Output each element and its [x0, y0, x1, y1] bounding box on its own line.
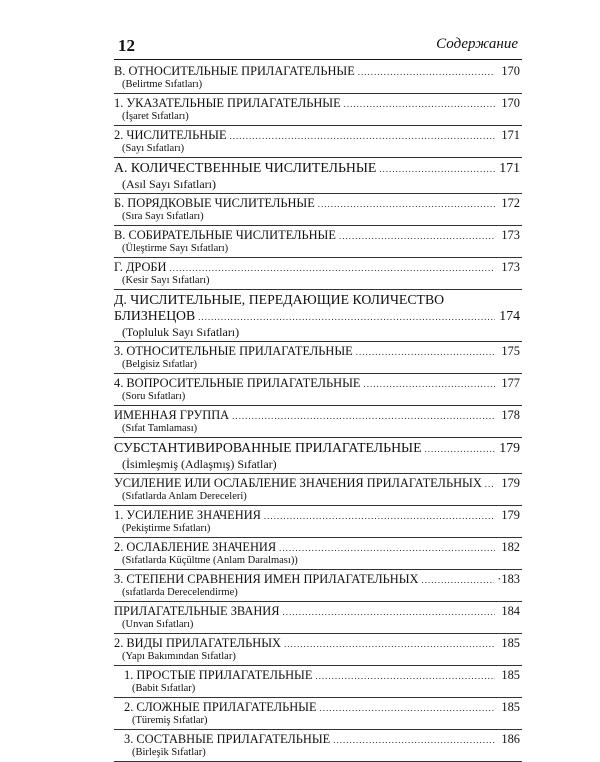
toc-title: ИМЕННАЯ ГРУППА — [114, 408, 230, 422]
dot-leader — [315, 669, 495, 683]
dot-leader — [232, 409, 495, 423]
toc-page: 175 — [501, 344, 520, 358]
toc-title: 2. ОСЛАБЛЕНИЕ ЗНАЧЕНИЯ — [114, 540, 277, 554]
toc-subtitle: (Birleşik Sıfatlar) — [132, 747, 206, 758]
toc-entry — [114, 438, 522, 474]
toc-entry — [114, 730, 522, 762]
toc-page: 173 — [501, 228, 520, 242]
header-rule — [114, 59, 522, 60]
toc-entry — [114, 290, 522, 342]
toc-entry — [114, 62, 522, 94]
toc-entry — [114, 342, 522, 374]
toc-page: 179 — [499, 440, 520, 455]
toc-title: 2. ЧИСЛИТЕЛЬНЫЕ — [114, 128, 227, 142]
toc-entry — [114, 602, 522, 634]
toc-subtitle: (Pekiştirme Sıfatları) — [122, 523, 211, 534]
toc-subtitle: (Üleştirme Sayı Sıfatları) — [122, 243, 229, 254]
dot-leader — [198, 309, 495, 325]
toc-subtitle: (İsimleşmiş (Adlaşmış) Sıfatlar) — [122, 457, 277, 471]
toc-entry — [114, 570, 522, 602]
toc-entry — [114, 506, 522, 538]
toc-page: 177 — [501, 376, 520, 390]
dot-leader — [339, 229, 495, 243]
page-number: 12 — [118, 36, 135, 55]
toc-entry — [114, 126, 522, 158]
toc-subtitle: (Asıl Sayı Sıfatları) — [122, 177, 216, 191]
toc-title: ПРИЛАГАТЕЛЬНЫЕ ЗВАНИЯ — [114, 604, 280, 618]
toc-subtitle: (sıfatlarda Derecelendirme) — [122, 587, 238, 598]
dot-leader — [279, 541, 495, 555]
toc-subtitle: (Sayı Sıfatları) — [122, 143, 185, 154]
toc-entry — [114, 94, 522, 126]
dot-leader — [284, 637, 495, 651]
toc-entry — [114, 698, 522, 730]
toc-subtitle: (Belgisiz Sıfatlar) — [122, 359, 197, 370]
toc-subtitle: (Kesir Sayı Sıfatları) — [122, 275, 210, 286]
toc-title-line2: БЛИЗНЕЦОВ — [114, 308, 196, 323]
toc-entry — [114, 406, 522, 438]
toc-subtitle: (Babit Sıfatlar) — [132, 683, 196, 694]
toc-title: 2. СЛОЖНЫЕ ПРИЛАГАТЕЛЬНЫЕ — [124, 700, 317, 714]
toc-page: 174 — [499, 308, 520, 323]
toc-entry — [114, 374, 522, 406]
toc-entry — [114, 158, 522, 194]
toc-title: 4. ВОПРОСИТЕЛЬНЫЕ ПРИЛАГАТЕЛЬНЫЕ — [114, 376, 361, 390]
toc-page: ·183 — [497, 572, 520, 586]
toc-title: Г. ДРОБИ — [114, 260, 167, 274]
toc-subtitle: (Topluluk Sayı Sıfatları) — [122, 325, 240, 339]
toc-title: А. КОЛИЧЕСТВЕННЫЕ ЧИСЛИТЕЛЬНЫЕ — [114, 160, 377, 175]
dot-leader — [379, 161, 495, 177]
toc-subtitle: (Sıfat Tamlaması) — [122, 423, 198, 434]
toc-page: 171 — [501, 128, 520, 142]
toc-title: Д. ЧИСЛИТЕЛЬНЫЕ, ПЕРЕДАЮЩИЕ КОЛИЧЕСТВО — [114, 292, 445, 307]
toc-page: 179 — [501, 476, 520, 490]
toc-page: 170 — [501, 96, 520, 110]
toc-title: В. ОТНОСИТЕЛЬНЫЕ ПРИЛАГАТЕЛЬНЫЕ — [114, 64, 355, 78]
dot-leader — [356, 345, 495, 359]
toc-page: 184 — [501, 604, 520, 618]
toc-subtitle: (Unvan Sıfatları) — [122, 619, 194, 630]
dot-leader — [421, 573, 494, 587]
toc-subtitle: (Türemiş Sıfatlar) — [132, 715, 208, 726]
dot-leader — [283, 605, 495, 619]
toc-page: 171 — [499, 160, 520, 175]
dot-leader — [358, 65, 495, 79]
toc-page: 185 — [501, 700, 520, 714]
toc-subtitle: (Soru Sıfatları) — [122, 391, 186, 402]
toc-title: В. СОБИРАТЕЛЬНЫЕ ЧИСЛИТЕЛЬНЫЕ — [114, 228, 336, 242]
toc-page: 178 — [501, 408, 520, 422]
toc-title: Б. ПОРЯДКОВЫЕ ЧИСЛИТЕЛЬНЫЕ — [114, 196, 315, 210]
dot-leader — [485, 477, 495, 491]
toc-entry — [114, 194, 522, 226]
toc-subtitle: (Yapı Bakımından Sıfatlar) — [122, 651, 236, 662]
toc-page: 185 — [501, 668, 520, 682]
dot-leader — [320, 701, 495, 715]
dot-leader — [169, 261, 495, 275]
toc-title: СУБСТАНТИВИРОВАННЫЕ ПРИЛАГАТЕЛЬНЫЕ — [114, 440, 422, 455]
dot-leader — [264, 509, 495, 523]
toc-page: 173 — [501, 260, 520, 274]
dot-leader — [333, 733, 495, 747]
running-head: Содержание — [436, 36, 518, 52]
toc-subtitle: (Sıra Sayı Sıfatları) — [122, 211, 204, 222]
toc-subtitle: (Sıfatlarda Küçültme (Anlam Daralması)) — [122, 555, 298, 566]
table-of-contents — [114, 62, 522, 762]
toc-title: 3. СТЕПЕНИ СРАВНЕНИЯ ИМЕН ПРИЛАГАТЕЛЬНЫХ — [114, 572, 419, 586]
toc-title: 3. ОТНОСИТЕЛЬНЫЕ ПРИЛАГАТЕЛЬНЫЕ — [114, 344, 353, 358]
dot-leader — [230, 129, 495, 143]
toc-page: 185 — [501, 636, 520, 650]
dot-leader — [425, 441, 495, 457]
dot-leader — [318, 197, 495, 211]
toc-entry — [114, 226, 522, 258]
toc-title: 1. УКАЗАТЕЛЬНЫЕ ПРИЛАГАТЕЛЬНЫЕ — [114, 96, 341, 110]
toc-entry — [114, 634, 522, 666]
dot-leader — [344, 97, 495, 111]
toc-entry — [114, 538, 522, 570]
toc-title: 3. СОСТАВНЫЕ ПРИЛАГАТЕЛЬНЫЕ — [124, 732, 331, 746]
toc-subtitle: (Belirtme Sıfatları) — [122, 79, 203, 90]
toc-page: 182 — [501, 540, 520, 554]
dot-leader — [363, 377, 495, 391]
toc-entry — [114, 474, 522, 506]
toc-entry — [114, 666, 522, 698]
toc-title: 1. ПРОСТЫЕ ПРИЛАГАТЕЛЬНЫЕ — [124, 668, 313, 682]
toc-subtitle: (Sıfatlarda Anlam Dereceleri) — [122, 491, 247, 502]
toc-page: 172 — [501, 196, 520, 210]
toc-title: УСИЛЕНИЕ ИЛИ ОСЛАБЛЕНИЕ ЗНАЧЕНИЯ ПРИЛАГАТЕЛЬНЫХ — [114, 476, 482, 490]
toc-page: 186 — [501, 732, 520, 746]
toc-page: 179 — [501, 508, 520, 522]
toc-subtitle: (İşaret Sıfatları) — [122, 111, 189, 122]
toc-page: 170 — [501, 64, 520, 78]
toc-title: 1. УСИЛЕНИЕ ЗНАЧЕНИЯ — [114, 508, 261, 522]
toc-entry — [114, 258, 522, 290]
toc-title: 2. ВИДЫ ПРИЛАГАТЕЛЬНЫХ — [114, 636, 281, 650]
